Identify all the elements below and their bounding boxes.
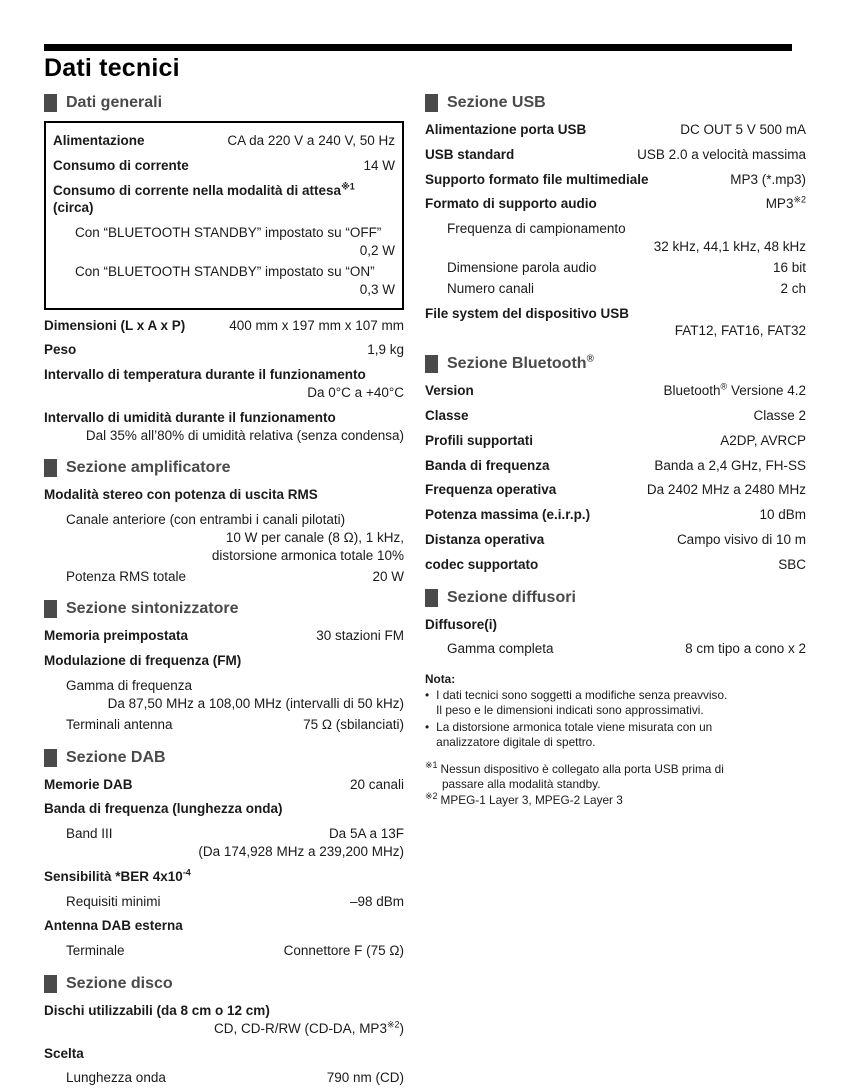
- spec-value: 1,9 kg: [367, 342, 404, 358]
- spec-label: Sensibilità *BER $4x10^{-4}$: [44, 867, 191, 884]
- spec-value: 14 W: [363, 157, 395, 173]
- spec-row: [44, 1002, 404, 1020]
- spec-value: 10 dBm: [759, 507, 806, 523]
- spec-entry: [44, 942, 404, 960]
- spec-row: [425, 432, 806, 450]
- spec-row: [44, 677, 404, 695]
- spec-value: CA da 220 V a 240 V, 50 Hz: [227, 133, 395, 148]
- spec-row: [44, 776, 404, 794]
- spec-value: 790 nm (CD): [326, 1070, 404, 1086]
- left-column: [44, 92, 404, 1090]
- spec-value: 30 stazioni FM: [316, 628, 404, 644]
- spec-row: [425, 531, 806, 549]
- spec-label: Classe: [425, 407, 469, 423]
- spec-entry: [425, 146, 806, 164]
- spec-row: [425, 481, 806, 499]
- spec-row: [53, 157, 395, 175]
- spec-label: Memorie DAB: [44, 776, 133, 792]
- spec-label: Alimentazione porta USB: [425, 122, 587, 137]
- spec-label: Dimensione parola audio: [447, 259, 597, 275]
- spec-value: –98 dBm: [349, 893, 404, 909]
- section-heading: [44, 975, 404, 993]
- spec-label: Banda di frequenza (lunghezza onda): [44, 801, 283, 817]
- spec-entry: [44, 677, 404, 713]
- spec-entry: [44, 317, 404, 335]
- spec-row: [44, 341, 404, 359]
- spec-value: 400 mm x 197 mm x 107 mm: [229, 317, 404, 333]
- spec-value: Da 5A a 13F: [328, 826, 404, 842]
- spec-label: Potenza RMS totale: [66, 568, 187, 584]
- spec-box: [44, 121, 404, 310]
- spec-value: Connettore F (75 Ω): [283, 943, 404, 959]
- spec-row: [44, 917, 404, 935]
- spec-label: Banda di frequenza: [425, 457, 550, 473]
- content-columns: [44, 92, 806, 1090]
- section-heading: [44, 459, 404, 477]
- registered-mark-icon: ®: [586, 353, 594, 365]
- superscript-marker: ※1: [341, 181, 355, 192]
- spec-value: 0,2 W: [359, 243, 395, 259]
- spec-row: [425, 407, 806, 425]
- spec-row: [425, 305, 806, 323]
- spec-entry: [44, 825, 404, 861]
- spec-row: [425, 382, 806, 400]
- page-title: Dati tecnici: [44, 54, 180, 82]
- spec-label: Frequenza di campionamento: [447, 221, 626, 237]
- spec-label: Terminali antenna: [66, 716, 173, 732]
- spec-label: Dimensioni (L x A x P): [44, 317, 186, 333]
- note-line: La distorsione armonica totale viene misurata con un: [436, 719, 713, 734]
- spec-entry: [44, 1069, 404, 1087]
- section-heading-label: Sezione DAB: [66, 748, 166, 766]
- footnote-marker: ※2: [425, 790, 438, 801]
- spec-entry: [425, 506, 806, 524]
- spec-section: [44, 94, 404, 444]
- spec-entry: [425, 531, 806, 549]
- spec-label: Consumo di corrente: [53, 157, 189, 173]
- bullet-icon: •: [425, 688, 430, 703]
- spec-entry: [425, 481, 806, 499]
- section-marker-icon: [44, 600, 57, 618]
- spec-row: [44, 800, 404, 818]
- spec-entry: [44, 776, 404, 794]
- note-item: [425, 688, 806, 718]
- spec-row: [44, 868, 404, 886]
- spec-label: codec supportato: [425, 556, 539, 572]
- spec-row: [44, 511, 404, 529]
- section-marker-icon: [44, 459, 57, 477]
- spec-row: [44, 486, 404, 504]
- spec-entry: [425, 640, 806, 658]
- spec-value: DC OUT 5 V 500 mA: [680, 122, 806, 137]
- spec-section: [425, 355, 806, 574]
- section-heading: [44, 749, 404, 767]
- spec-label: Consumo di corrente nella modalità di attesa$^{※1}$: [53, 181, 355, 198]
- spec-label-line2: (circa): [53, 200, 94, 216]
- spec-entry: [53, 263, 395, 299]
- spec-row: [425, 457, 806, 475]
- spec-label: Peso: [44, 342, 77, 358]
- spec-section: [44, 749, 404, 961]
- spec-label: Potenza massima (e.i.r.p.): [425, 507, 591, 523]
- note-text: [436, 688, 727, 718]
- spec-label: Profili supportati: [425, 432, 533, 448]
- bullet-icon: •: [425, 719, 430, 734]
- spec-label: Version: [425, 383, 474, 399]
- section-heading-label: Sezione USB: [447, 94, 546, 111]
- section-heading: [425, 355, 806, 373]
- spec-value: CD, CD-R/RW (CD-DA, MP3$^{※2}$): [213, 1019, 404, 1036]
- spec-entry: [425, 382, 806, 400]
- spec-label: Requisiti minimi: [66, 893, 161, 909]
- spec-section: [425, 94, 806, 340]
- spec-value: 20 W: [372, 568, 404, 584]
- spec-row: [53, 224, 395, 242]
- spec-value: Dal 35% all’80% di umidità relativa (senza condensa): [85, 427, 404, 443]
- spec-row: [44, 627, 404, 645]
- spec-value: Da 87,50 MHz a 108,00 MHz (intervalli di 50 kHz): [107, 695, 404, 711]
- spec-value: Classe 2: [753, 407, 806, 423]
- spec-entry: [44, 568, 404, 586]
- spec-row: [425, 259, 806, 277]
- spec-entry: [425, 407, 806, 425]
- spec-row: [425, 171, 806, 189]
- spec-row: [44, 366, 404, 384]
- top-rule-divider: [44, 44, 792, 51]
- spec-label: Frequenza operativa: [425, 482, 557, 498]
- section-heading-label: Sezione Bluetooth®: [447, 353, 594, 373]
- spec-entry: [425, 171, 806, 189]
- section-heading-label: Dati generali: [66, 94, 163, 111]
- spec-entry: [44, 716, 404, 734]
- spec-label: Scelta: [44, 1045, 84, 1061]
- spec-entry: [44, 893, 404, 911]
- spec-label: Con “BLUETOOTH STANDBY” impostato su “OFF”: [75, 225, 382, 241]
- section-heading-label: Sezione sintonizzatore: [66, 600, 239, 618]
- spec-value: MP3$^{※2}$: [765, 194, 806, 212]
- spec-row: [425, 616, 806, 634]
- spec-entry: [425, 121, 806, 139]
- spec-row: [53, 132, 395, 150]
- spec-entry: [425, 432, 806, 450]
- section-marker-icon: [425, 589, 438, 607]
- spec-entry: [425, 305, 806, 341]
- note-text: [436, 720, 712, 750]
- footnote-marker: ※1: [425, 759, 438, 770]
- section-heading-label: Sezione disco: [66, 975, 173, 992]
- spec-label: Antenna DAB esterna: [44, 918, 183, 934]
- spec-entry: [53, 132, 395, 150]
- spec-value: distorsione armonica totale 10%: [211, 547, 404, 563]
- spec-row: [44, 1069, 404, 1087]
- section-heading: [425, 589, 806, 607]
- notes-title: Nota:: [425, 672, 456, 687]
- spec-value: Da 2402 MHz a 2480 MHz: [646, 482, 806, 498]
- spec-row: [425, 195, 806, 213]
- spec-label: Band III: [66, 826, 113, 842]
- spec-row: [44, 652, 404, 670]
- spec-label: Gamma di frequenza: [66, 678, 193, 694]
- spec-entry: [44, 627, 404, 645]
- spec-label: USB standard: [425, 146, 515, 162]
- section-heading-label: Sezione diffusori: [447, 588, 576, 606]
- spec-row: [53, 263, 395, 281]
- spec-row: [44, 409, 404, 427]
- footnotes: [425, 759, 806, 808]
- spec-entry: [425, 457, 806, 475]
- spec-value: MP3 (*.mp3): [730, 171, 806, 187]
- spec-label: Intervallo di umidità durante il funzionamento: [44, 409, 336, 425]
- section-heading: [425, 94, 806, 112]
- spec-label: Dischi utilizzabili (da 8 cm o 12 cm): [44, 1003, 270, 1018]
- spec-entry: [44, 486, 404, 504]
- spec-entry: [44, 341, 404, 359]
- superscript-marker: ※2: [386, 1019, 400, 1030]
- spec-label: Gamma completa: [447, 641, 554, 657]
- spec-entry: [44, 1002, 404, 1038]
- spec-entry: [44, 868, 404, 886]
- spec-value: 10 W per canale (8 Ω), 1 kHz,: [225, 530, 404, 545]
- spec-label: Terminale: [66, 943, 125, 959]
- spec-row: [44, 317, 404, 335]
- spec-section: [44, 975, 404, 1087]
- spec-entry: [44, 366, 404, 402]
- spec-entry: [44, 800, 404, 818]
- spec-entry: [44, 917, 404, 935]
- spec-entry: [53, 224, 395, 260]
- spec-label: Supporto formato file multimediale: [425, 171, 649, 187]
- spec-value: 0,3 W: [359, 281, 395, 297]
- spec-label: Canale anteriore (con entrambi i canali pilotati): [66, 512, 346, 528]
- spec-row: [425, 280, 806, 298]
- spec-value: 8 cm tipo a cono x 2: [685, 641, 806, 657]
- spec-entry: [425, 195, 806, 213]
- spec-label: File system del dispositivo USB: [425, 305, 630, 321]
- spec-row: [44, 1045, 404, 1063]
- section-marker-icon: [44, 975, 57, 993]
- spec-entry: [425, 280, 806, 298]
- spec-value: SBC: [778, 556, 806, 572]
- note-line: Il peso e le dimensioni indicati sono approssimativi.: [436, 703, 704, 718]
- spec-row: [425, 556, 806, 574]
- spec-value: Da 0°C a +40°C: [307, 384, 404, 400]
- spec-value: Bluetooth® Versione 4.2: [663, 381, 806, 399]
- spec-row: [44, 568, 404, 586]
- note-item: [425, 720, 806, 750]
- spec-entry: [44, 652, 404, 670]
- spec-entry: [425, 259, 806, 277]
- spec-section: [425, 589, 806, 659]
- spec-value: A2DP, AVRCP: [720, 432, 806, 448]
- note-line: analizzatore digitale di spettro.: [436, 734, 596, 749]
- spec-value: USB 2.0 a velocità massima: [637, 146, 806, 162]
- notes-block: [425, 672, 806, 808]
- spec-section: [44, 600, 404, 733]
- section-heading: [44, 94, 404, 112]
- spec-value: FAT12, FAT16, FAT32: [674, 323, 806, 339]
- spec-entry: [425, 220, 806, 256]
- footnote: $^{※1}$ Nessun dispositivo è collegato alla porta USB prima di passare alla modalità standby.: [425, 759, 724, 791]
- spec-row: [44, 893, 404, 911]
- spec-entry: [44, 409, 404, 445]
- spec-entry: [53, 182, 395, 218]
- spec-value: 32 kHz, 44,1 kHz, 48 kHz: [653, 239, 806, 255]
- spec-label: Numero canali: [447, 280, 535, 296]
- spec-row: [425, 640, 806, 658]
- section-heading: [44, 600, 404, 618]
- superscript-marker: -4: [182, 867, 191, 878]
- section-marker-icon: [425, 355, 438, 373]
- spec-label: Modalità stereo con potenza di uscita RMS: [44, 487, 318, 503]
- footnote: $^{※2}$ MPEG-1 Layer 3, MPEG-2 Layer 3: [425, 790, 623, 807]
- spec-label: Distanza operativa: [425, 532, 545, 547]
- spec-label: Memoria preimpostata: [44, 628, 189, 644]
- spec-value: 2 ch: [780, 280, 806, 296]
- spec-entry: [44, 511, 404, 564]
- spec-value: 16 bit: [772, 259, 806, 275]
- spec-row: [425, 146, 806, 164]
- superscript-marker: ※2: [793, 194, 806, 205]
- spec-label: Diffusore(i): [425, 616, 497, 632]
- section-marker-icon: [44, 94, 57, 112]
- section-marker-icon: [44, 749, 57, 767]
- spec-entry: [425, 556, 806, 574]
- spec-value: Banda a 2,4 GHz, FH-SS: [654, 457, 806, 473]
- spec-label: Con “BLUETOOTH STANDBY” impostato su “ON”: [75, 263, 375, 279]
- spec-entry: [425, 616, 806, 634]
- spec-section: [44, 459, 404, 585]
- section-heading-label: Sezione amplificatore: [66, 459, 231, 477]
- spec-entry: [53, 157, 395, 175]
- spec-label: Lunghezza onda: [66, 1070, 166, 1086]
- spec-row: [425, 506, 806, 524]
- spec-value: Campo visivo di 10 m: [676, 532, 806, 547]
- spec-row: [44, 716, 404, 734]
- superscript-marker: ®: [720, 381, 728, 392]
- spec-label: Intervallo di temperatura durante il funzionamento: [44, 367, 366, 383]
- note-line: I dati tecnici sono soggetti a modifiche senza preavviso.: [436, 688, 728, 703]
- spec-value: 20 canali: [349, 776, 404, 792]
- spec-label: Formato di supporto audio: [425, 196, 597, 212]
- spec-row: [425, 121, 806, 139]
- right-column: [425, 92, 806, 1090]
- spec-entry: [44, 1045, 404, 1063]
- spec-row: [425, 220, 806, 238]
- spec-row: [44, 825, 404, 843]
- spec-row: [44, 942, 404, 960]
- section-marker-icon: [425, 94, 438, 112]
- spec-value: 75 Ω (sbilanciati): [303, 716, 404, 732]
- spec-value: (Da 174,928 MHz a 239,200 MHz): [198, 843, 404, 859]
- spec-label: Alimentazione: [53, 133, 145, 148]
- spec-label: Modulazione di frequenza (FM): [44, 653, 242, 669]
- spec-row: [53, 182, 395, 200]
